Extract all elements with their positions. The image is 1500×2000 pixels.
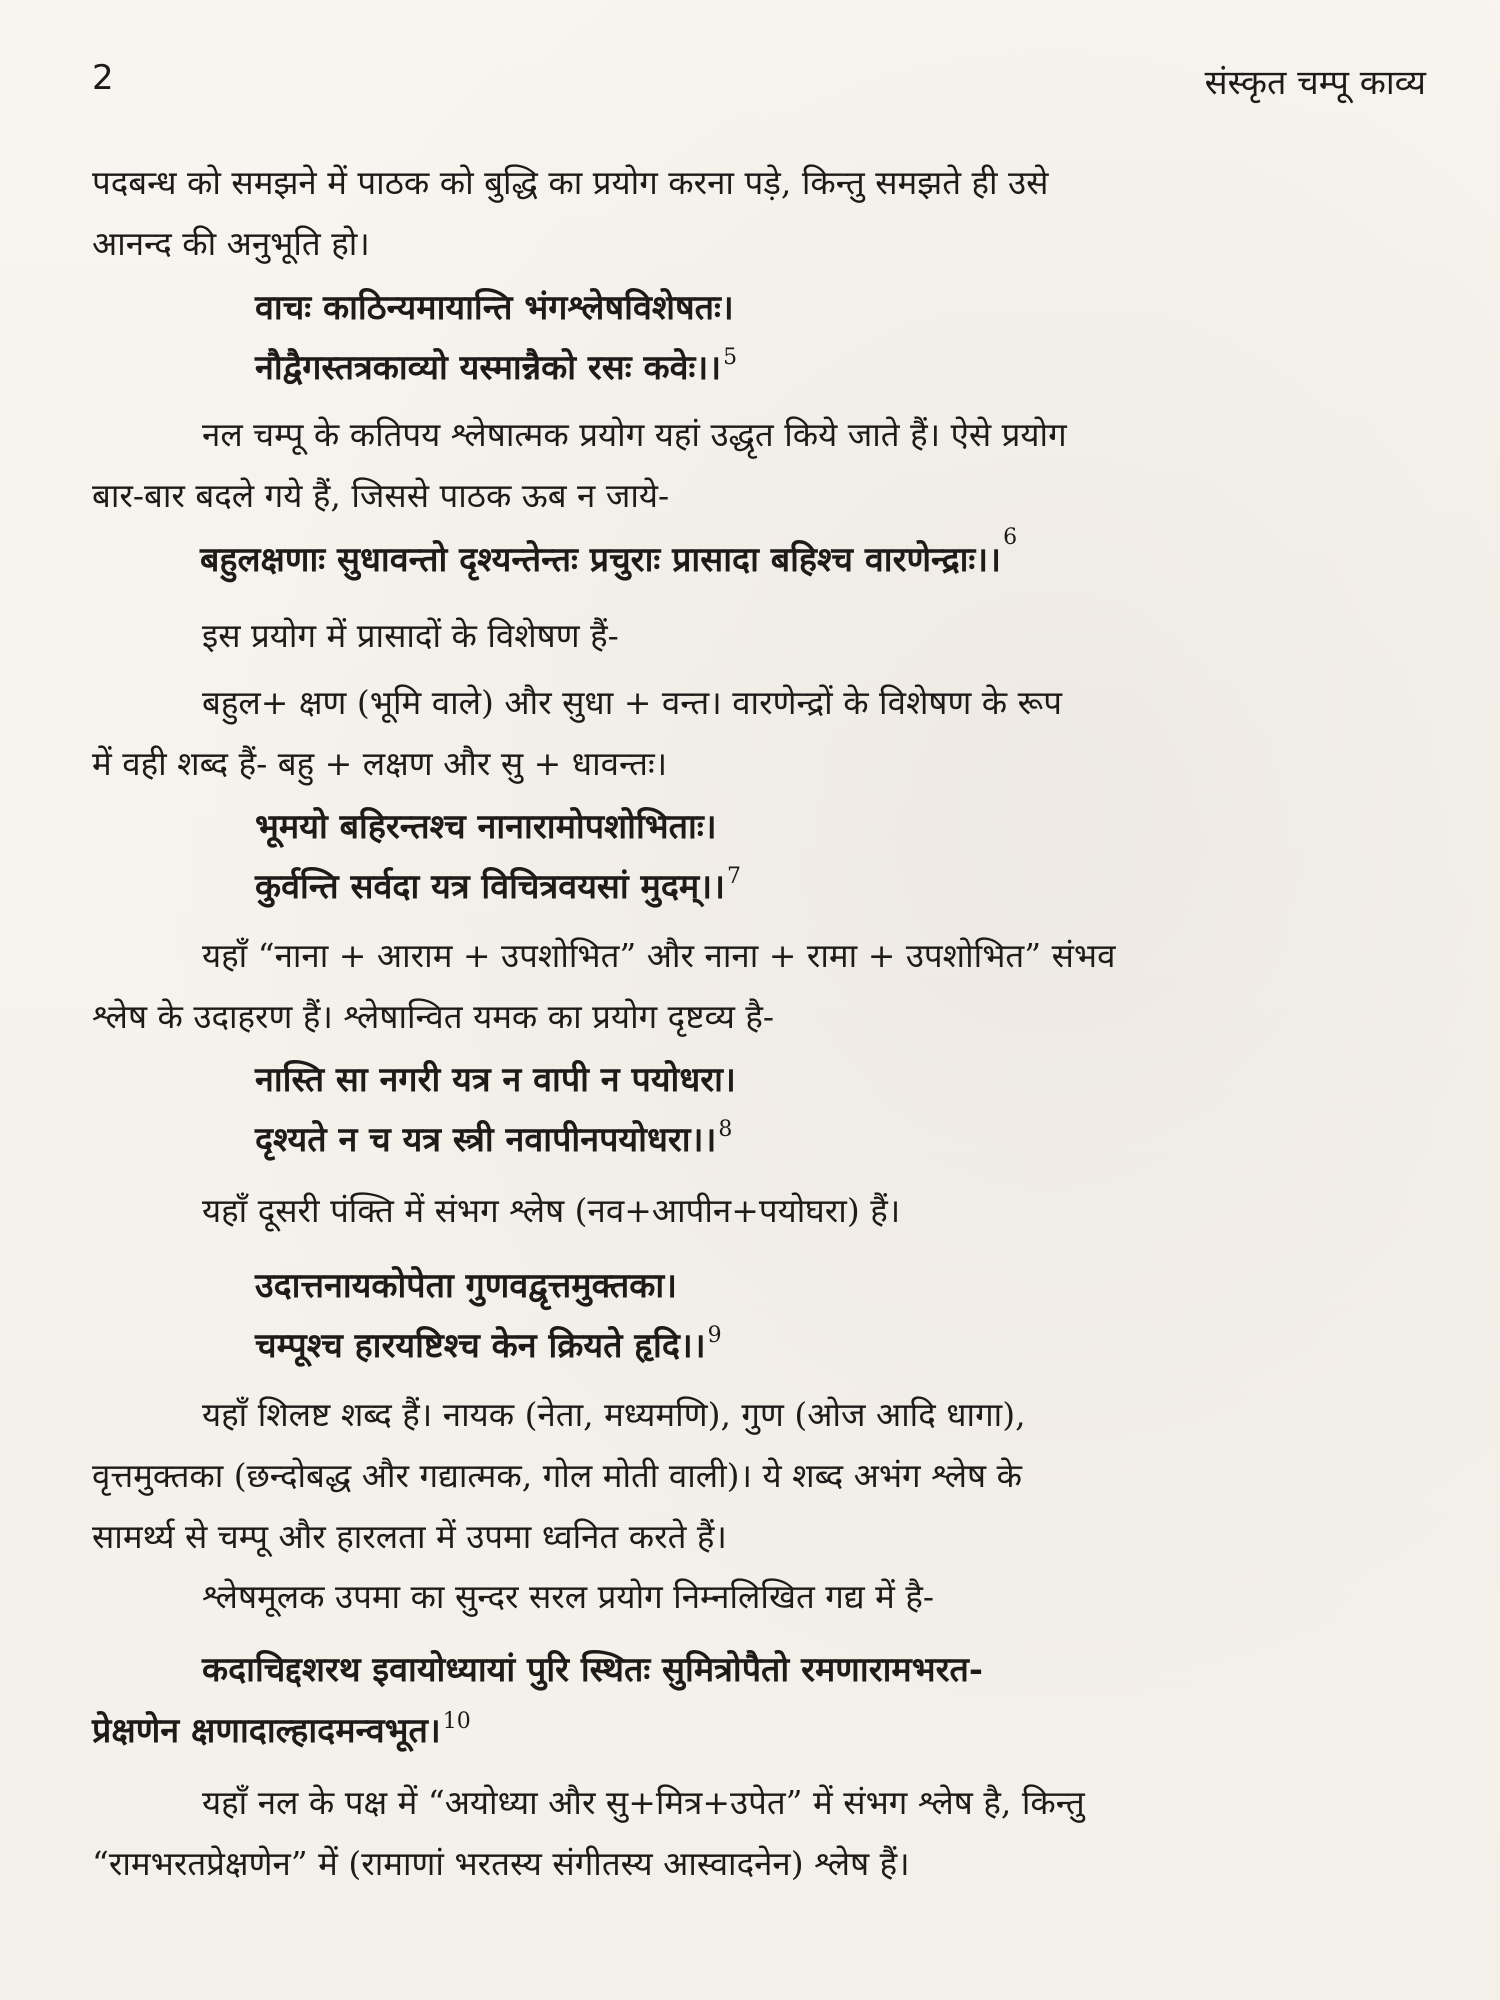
page-number: 2 — [92, 58, 114, 98]
verse-line: वाचः काठिन्यमायान्ति भंगश्लेषविशेषतः। — [255, 288, 734, 328]
text-line: सामर्थ्य से चम्पू और हारलता में उपमा ध्वनित करते हैं। — [92, 1517, 727, 1556]
text-line: आनन्द की अनुभूति हो। — [92, 224, 370, 263]
text-line: यहाँ “नाना + आराम + उपशोभित” और नाना + रामा + उपशोभित” संभव — [202, 936, 1116, 975]
verse-line: नौद्वैगस्तत्रकाव्यो यस्मान्नैको रसः कवेः।।$^5$ — [255, 345, 738, 388]
verse-5 — [255, 278, 737, 398]
text-line: श्लेषमूलक उपमा का सुन्दर सरल प्रयोग निम्नलिखित गद्य में है- — [202, 1577, 934, 1616]
text-line: “रामभरतप्रेक्षणेन” में (रामाणां भरतस्य संगीतस्य आस्वादनेन) श्लेष हैं। — [92, 1844, 910, 1883]
text-line: नल चम्पू के कतिपय श्लेषात्मक प्रयोग यहां उद्धृत किये जाते हैं। ऐसे प्रयोग — [202, 415, 1067, 454]
text-line: वृत्तमुक्तका (छन्दोबद्ध और गद्यात्मक, गोल मोती वाली)। ये शब्द अभंग श्लेष के — [92, 1456, 1022, 1495]
footnote-ref: 9 — [707, 1323, 722, 1348]
intro-paragraph — [92, 152, 1432, 274]
text-line: यहाँ दूसरी पंक्ति में संभग श्लेष (नव+आपीन+पयोघरा) हैं। — [202, 1191, 901, 1230]
footnote-ref: 8 — [718, 1117, 733, 1142]
verse-line: उदात्तनायकोपेता गुणवद्वृत्तमुक्तका। — [255, 1266, 678, 1306]
text-line: यहाँ नल के पक्ष में “अयोध्या और सु+मित्र+उपेत” में संभग श्लेष है, किन्तु — [202, 1783, 1085, 1822]
paragraph — [92, 1384, 1432, 1567]
verse-line: नास्ति सा नगरी यत्र न वापी न पयोधरा। — [255, 1060, 736, 1100]
verse-line: दृश्यते न च यत्र स्त्री नवापीनपयोधरा।।$^8$ — [255, 1117, 733, 1160]
text-line: श्लेष के उदाहरण हैं। श्लेषान्वित यमक का प्रयोग दृष्टव्य है- — [92, 997, 775, 1036]
quote-10 — [92, 1640, 1432, 1762]
running-title: संस्कृत चम्पू काव्य — [1204, 63, 1426, 103]
text-line: पदबन्ध को समझने में पाठक को बुद्धि का प्रयोग करना पड़े, किन्तु समझते ही उसे — [92, 163, 1049, 202]
quote-6 — [200, 525, 1018, 581]
footnote-ref: 5 — [723, 345, 738, 370]
paragraph — [92, 605, 1432, 666]
paragraph — [92, 1566, 1432, 1627]
page-header — [92, 58, 1426, 108]
quote-text: बहुलक्षणाः सुधावन्तो दृश्यन्तेन्तः प्रचुराः प्रासादा बहिश्च वारणेन्द्राः।। — [200, 540, 1002, 580]
quote-line: कदाचिद्दशरथ इवायोध्यायां पुरि स्थितः सुमित्रोपैतो रमणारामभरत- — [202, 1650, 984, 1690]
paragraph — [92, 404, 1432, 526]
text-line: में वही शब्द हैं- बहु + लक्षण और सु + धावन्तः। — [92, 744, 668, 783]
paragraph — [92, 1180, 1432, 1241]
paragraph — [92, 1772, 1432, 1894]
verse-line: कुर्वन्ति सर्वदा यत्र विचित्रवयसां मुदम्।।$^7$ — [255, 864, 742, 907]
quote-line: प्रेक्षणेन क्षणादाल्हादमन्वभूत।$^{10}$ — [92, 1709, 471, 1751]
text-line: बहुल+ क्षण (भूमि वाले) और सुधा + वन्त। वारणेन्द्रों के विशेषण के रूप — [202, 683, 1063, 722]
verse-line: चम्पूश्च हारयष्टिश्च केन क्रियते हृदि।।$^9$ — [255, 1323, 722, 1366]
footnote-ref: 10 — [442, 1709, 471, 1734]
paragraph — [92, 925, 1432, 1047]
verse-line: भूमयो बहिरन्तश्च नानारामोपशोभिताः। — [255, 807, 717, 847]
paragraph — [92, 672, 1432, 794]
text-line: यहाँ शिलष्ट शब्द हैं। नायक (नेता, मध्यमणि), गुण (ओज आदि धागा), — [202, 1395, 1026, 1434]
verse-8 — [255, 1050, 736, 1170]
verse-7 — [255, 797, 741, 917]
text-line: बार-बार बदले गये हैं, जिससे पाठक ऊब न जाये- — [92, 476, 670, 515]
text-line: इस प्रयोग में प्रासादों के विशेषण हैं- — [202, 616, 619, 655]
footnote-ref: 7 — [727, 864, 742, 889]
verse-9 — [255, 1256, 722, 1376]
footnote-ref: 6 — [1003, 525, 1018, 550]
